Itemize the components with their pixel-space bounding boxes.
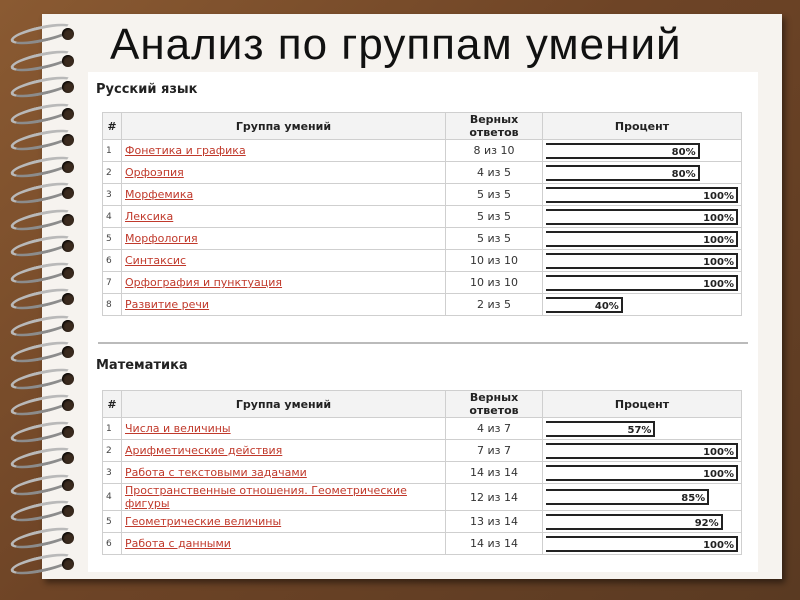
row-number: 1	[103, 418, 122, 440]
row-number: 4	[103, 484, 122, 511]
correct-answers: 5 из 5	[446, 184, 543, 206]
percent-bar: 57%	[546, 421, 655, 437]
skill-group-cell	[122, 511, 446, 533]
percent-bar: 100%	[546, 443, 738, 459]
skill-group-cell	[122, 418, 446, 440]
spiral-ring	[8, 418, 78, 444]
spiral-ring	[8, 206, 78, 232]
percent-cell	[543, 250, 742, 272]
table-row	[103, 511, 742, 533]
row-number: 7	[103, 272, 122, 294]
skills-table-russian	[102, 112, 742, 316]
skill-group-link[interactable]: Пространственные отношения. Геометрические фигуры	[125, 484, 407, 510]
skill-group-cell	[122, 533, 446, 555]
col-header-group: Группа умений	[122, 113, 446, 140]
correct-answers: 12 из 14	[446, 484, 543, 511]
skill-group-link[interactable]: Морфемика	[125, 188, 194, 201]
percent-bar: 92%	[546, 514, 723, 530]
spiral-ring	[8, 312, 78, 338]
percent-bar: 100%	[546, 465, 738, 481]
spiral-ring	[8, 100, 78, 126]
table-row	[103, 250, 742, 272]
skill-group-link[interactable]: Орфография и пунктуация	[125, 276, 283, 289]
skill-group-link[interactable]: Работа с данными	[125, 537, 231, 550]
correct-answers: 10 из 10	[446, 272, 543, 294]
percent-bar: 100%	[546, 209, 738, 225]
skill-group-link[interactable]: Морфология	[125, 232, 198, 245]
spiral-ring	[8, 524, 78, 550]
skill-group-cell	[122, 272, 446, 294]
correct-answers: 10 из 10	[446, 250, 543, 272]
percent-cell	[543, 140, 742, 162]
spiral-ring	[8, 497, 78, 523]
correct-answers: 2 из 5	[446, 294, 543, 316]
percent-cell	[543, 533, 742, 555]
correct-answers: 13 из 14	[446, 511, 543, 533]
skill-group-link[interactable]: Работа с текстовыми задачами	[125, 466, 307, 479]
col-header-number: #	[103, 391, 122, 418]
percent-cell	[543, 228, 742, 250]
correct-answers: 5 из 5	[446, 206, 543, 228]
row-number: 1	[103, 140, 122, 162]
table-row	[103, 140, 742, 162]
percent-cell	[543, 184, 742, 206]
percent-cell	[543, 511, 742, 533]
percent-cell	[543, 162, 742, 184]
spiral-ring	[8, 444, 78, 470]
percent-cell	[543, 272, 742, 294]
spiral-ring	[8, 47, 78, 73]
percent-cell	[543, 206, 742, 228]
percent-bar: 100%	[546, 253, 738, 269]
spiral-ring	[8, 179, 78, 205]
skill-group-cell	[122, 162, 446, 184]
col-header-answers: Верных ответов	[446, 113, 543, 140]
skill-group-cell	[122, 462, 446, 484]
percent-cell	[543, 462, 742, 484]
slide-title: Анализ по группам умений	[110, 20, 682, 69]
percent-bar: 100%	[546, 231, 738, 247]
row-number: 6	[103, 533, 122, 555]
correct-answers: 4 из 5	[446, 162, 543, 184]
skill-group-cell	[122, 484, 446, 511]
correct-answers: 4 из 7	[446, 418, 543, 440]
row-number: 3	[103, 462, 122, 484]
spiral-ring	[8, 232, 78, 258]
percent-cell	[543, 484, 742, 511]
section-divider	[98, 342, 748, 344]
spiral-ring	[8, 126, 78, 152]
spiral-ring	[8, 153, 78, 179]
spiral-ring	[8, 285, 78, 311]
percent-cell	[543, 440, 742, 462]
percent-cell	[543, 294, 742, 316]
percent-bar: 80%	[546, 165, 700, 181]
percent-bar: 80%	[546, 143, 700, 159]
table-row	[103, 484, 742, 511]
table-row	[103, 440, 742, 462]
skills-table-math	[102, 390, 742, 555]
skill-group-cell	[122, 250, 446, 272]
section-title-math: Математика	[96, 358, 188, 373]
correct-answers: 14 из 14	[446, 462, 543, 484]
row-number: 3	[103, 184, 122, 206]
table-row	[103, 206, 742, 228]
skill-group-link[interactable]: Числа и величины	[125, 422, 231, 435]
skill-group-cell	[122, 140, 446, 162]
report-sheet	[88, 72, 758, 572]
spiral-ring	[8, 365, 78, 391]
correct-answers: 8 из 10	[446, 140, 543, 162]
correct-answers: 5 из 5	[446, 228, 543, 250]
col-header-answers: Верных ответов	[446, 391, 543, 418]
row-number: 8	[103, 294, 122, 316]
spiral-ring	[8, 338, 78, 364]
skill-group-link[interactable]: Лексика	[125, 210, 174, 223]
table-row	[103, 228, 742, 250]
skill-group-cell	[122, 228, 446, 250]
skill-group-cell	[122, 206, 446, 228]
col-header-number: #	[103, 113, 122, 140]
table-row	[103, 462, 742, 484]
col-header-percent: Процент	[543, 391, 742, 418]
correct-answers: 14 из 14	[446, 533, 543, 555]
skill-group-cell	[122, 294, 446, 316]
table-row	[103, 162, 742, 184]
percent-cell	[543, 418, 742, 440]
section-title-russian: Русский язык	[96, 82, 198, 97]
skill-group-cell	[122, 440, 446, 462]
spiral-ring	[8, 259, 78, 285]
table-row	[103, 184, 742, 206]
table-row	[103, 418, 742, 440]
row-number: 2	[103, 440, 122, 462]
spiral-binding	[8, 20, 78, 580]
table-row	[103, 533, 742, 555]
percent-bar: 100%	[546, 187, 738, 203]
col-header-percent: Процент	[543, 113, 742, 140]
correct-answers: 7 из 7	[446, 440, 543, 462]
spiral-ring	[8, 73, 78, 99]
spiral-ring	[8, 20, 78, 46]
row-number: 5	[103, 228, 122, 250]
col-header-group: Группа умений	[122, 391, 446, 418]
percent-bar: 100%	[546, 275, 738, 291]
percent-bar: 85%	[546, 489, 709, 505]
row-number: 6	[103, 250, 122, 272]
skill-group-link[interactable]: Орфоэпия	[125, 166, 184, 179]
percent-bar: 40%	[546, 297, 623, 313]
spiral-ring	[8, 391, 78, 417]
spiral-ring	[8, 550, 78, 576]
row-number: 5	[103, 511, 122, 533]
row-number: 2	[103, 162, 122, 184]
skill-group-link[interactable]: Геометрические величины	[125, 515, 282, 528]
skill-group-link[interactable]: Синтаксис	[125, 254, 187, 267]
skill-group-link[interactable]: Развитие речи	[125, 298, 210, 311]
skill-group-cell	[122, 184, 446, 206]
table-row	[103, 294, 742, 316]
spiral-ring	[8, 471, 78, 497]
row-number: 4	[103, 206, 122, 228]
skill-group-link[interactable]: Фонетика и графика	[125, 144, 246, 157]
table-row	[103, 272, 742, 294]
skill-group-link[interactable]: Арифметические действия	[125, 444, 283, 457]
percent-bar: 100%	[546, 536, 738, 552]
